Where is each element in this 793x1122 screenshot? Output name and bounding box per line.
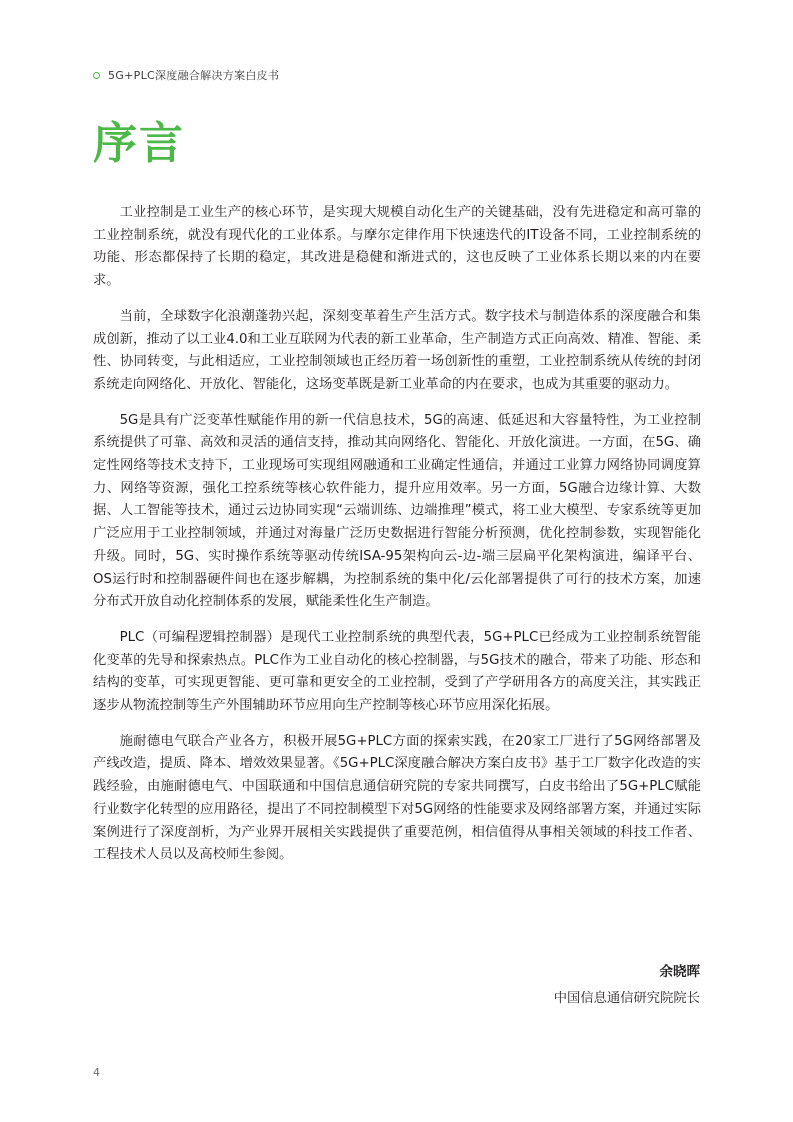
preface-body bbox=[93, 202, 701, 880]
paragraph-2: 当前，全球数字化浪潮蓬勃兴起，深刻变革着生产生活方式。数字技术与制造体系的深度融合和集成创新，推动了以工业4.0和工业互联网为代表的新工业革命，生产制造方式正向高效、精准、智能、柔性、协同转变，与此相适应，工业控制领域也正经历着一场创新性的重塑，工业控制系统从传统的封闭系统走向网络化、开放化、智能化，这场变革既是新工业革命的内在要求，也成为其重要的驱动力。 bbox=[93, 308, 701, 392]
circle-bullet-icon bbox=[93, 72, 100, 79]
paragraph-5: 施耐德电气联合产业各方，积极开展5G+PLC方面的探索实践，在20家工厂进行了5G网络部署及产线改造，提质、降本、增效效果显著。《5G+PLC深度融合解决方案白皮书》基于工厂数字化改造的实践经验，由施耐德电气、中国联通和中国信息通信研究院的专家共同撰写，白皮书给出了5G+PLC赋能行业数字化转型的应用路径，提出了不同控制模型下对5G网络的性能要求及网络部署方案，并通过实际案例进行了深度剖析，为产业界开展相关实践提供了重要范例，相信值得从事相关领域的科技工作者、工程技术人员以及高校师生参阅。 bbox=[93, 733, 701, 863]
running-header bbox=[93, 67, 279, 83]
author-name: 余晓晖 bbox=[659, 964, 700, 980]
author-position: 中国信息通信研究院院长 bbox=[553, 991, 700, 1006]
signature-block bbox=[554, 962, 700, 1010]
page-title: 序言 bbox=[93, 118, 185, 169]
paragraph-1: 工业控制是工业生产的核心环节，是实现大规模自动化生产的关键基础，没有先进稳定和高可靠的工业控制系统，就没有现代化的工业体系。与摩尔定律作用下快速迭代的IT设备不同，工业控制系统的功能、形态都保持了长期的稳定，其改进是稳健和渐进式的，这也反映了工业体系长期以来的内在要求。 bbox=[93, 205, 701, 289]
paragraph-4: PLC（可编程逻辑控制器）是现代工业控制系统的典型代表，5G+PLC已经成为工业控制系统智能化变革的先导和探索热点。PLC作为工业自动化的核心控制器，与5G技术的融合，带来了功能、形态和结构的变革，可实现更智能、更可靠和更安全的工业控制，受到了产学研用各方的高度关注，其实践正逐步从物流控制等生产外围辅助环节应用向生产控制等核心环节应用深化拓展。 bbox=[93, 629, 701, 714]
running-title: 5G+PLC深度融合解决方案白皮书 bbox=[108, 69, 280, 82]
paragraph-3: 5G是具有广泛变革性赋能作用的新一代信息技术，5G的高速、低延迟和大容量特性，为工业控制系统提供了可靠、高效和灵活的通信支持，推动其向网络化、智能化、开放化演进。一方面，在5G、确定性网络等技术支持下，工业现场可实现组网融通和工业确定性通信，并通过工业算力网络协同调度算力、网络等资源，强化工控系统等核心软件能力，提升应用效率。另一方面，5G融合边缘计算、大数据、人工智能等技术，通过云边协同实现“云端训练、边端推理”模式，将工业大模型、专家系统等更加广泛应用于工业控制领域，并通过对海量广泛历史数据进行智能分析预测，优化控制参数，实现智能化升级。同时，5G、实时操作系统等驱动传统ISA-95架构向云-边-端三层扁平化架构演进，编译平台、OS运行时和控制器硬件间也在逐步解耦，为控制系统的集中化/云化部署提供了可行的技术方案，加速分布式开放自动化控制体系的发展，赋能柔性化生产制造。 bbox=[93, 412, 701, 610]
page-number: 4 bbox=[93, 1066, 100, 1079]
